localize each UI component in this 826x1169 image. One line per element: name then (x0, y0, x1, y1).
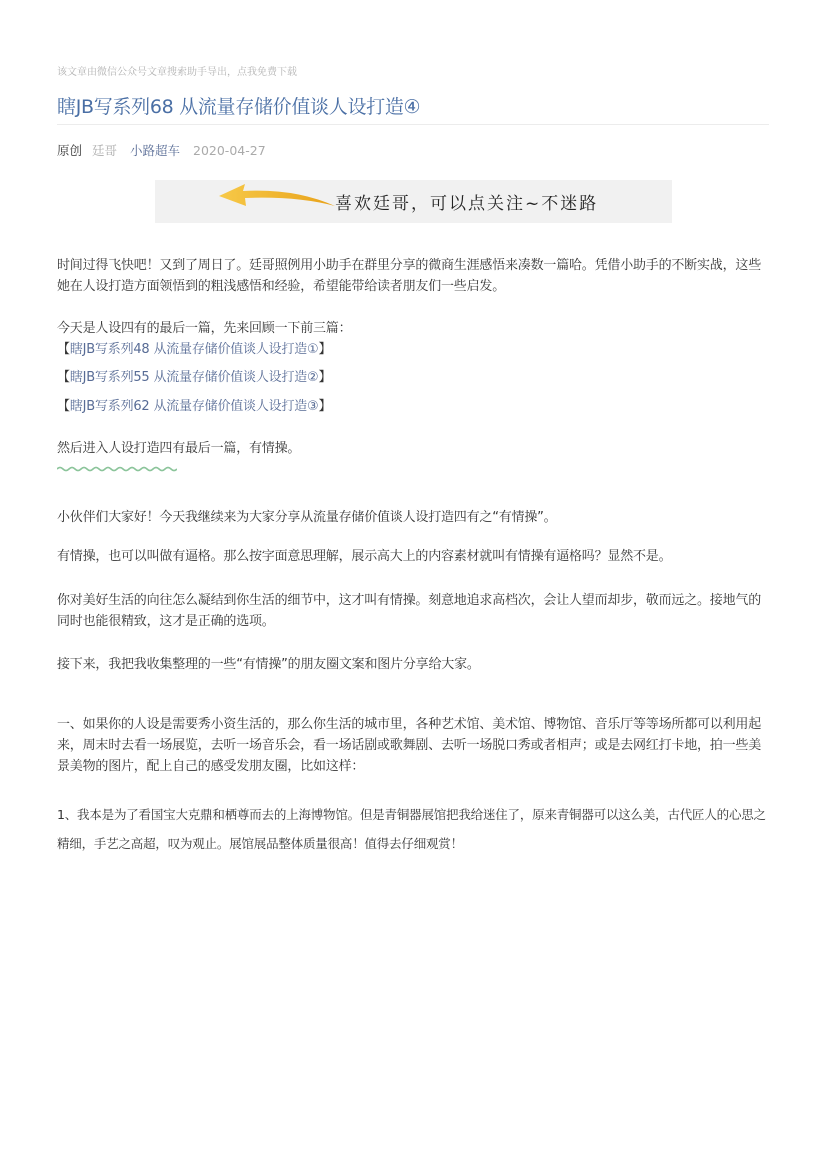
intro-paragraph: 时间过得飞快吧！又到了周日了。廷哥照例用小助手在群里分享的微商生涯感悟来凑数一篇哈。凭借小助手的不断实战，这些她在人设打造方面领悟到的粗浅感悟和经验，希望能带给读者朋友们一些启发。 (57, 258, 762, 294)
bracket-open: 【 (57, 399, 70, 414)
article-title: 瞎JB写系列68 从流量存储价值谈人设打造④ (57, 96, 421, 118)
paragraph-sharing: 接下来，我把我收集整理的一些“有情操”的朋友圈文案和图片分享给大家。 (57, 657, 480, 672)
paragraph-definition: 有情操，也可以叫做有逼格。那么按字面意思理解，展示高大上的内容素材就叫有情操有逼格吗？显然不是。 (57, 549, 672, 564)
link-text[interactable]: 瞎JB写系列55 从流量存储价值谈人设打造② (69, 370, 319, 385)
account-link[interactable]: 小路超车 (130, 143, 181, 158)
then-paragraph: 然后进入人设打造四有最后一篇，有情操。 (57, 441, 301, 456)
bracket-open: 【 (57, 342, 70, 357)
wavy-divider (57, 465, 177, 473)
banner-text: 喜欢廷哥，可以点关注~不迷路 (335, 194, 599, 214)
bracket-close: 】 (318, 399, 332, 414)
export-note[interactable]: 该文章由微信公众号文章搜索助手导出，点我免费下载 (57, 67, 297, 78)
original-tag: 原创 (57, 143, 83, 158)
paragraph-section-one: 一、如果你的人设是需要秀小资生活的，那么你生活的城市里，各种艺术馆、美术馆、博物馆、音乐厅等等场所都可以利用起来，周末时去看一场展览，去听一场音乐会，看一场话剧或歌舞剧、去听一场脱口秀或者相声；或是去网红打卡地，拍一些美景美物的图片，配上自己的感受发朋友圈，比如这样： (57, 717, 762, 774)
bracket-close: 】 (318, 342, 332, 357)
review-lead: 今天是人设四有的最后一篇，先来回顾一下前三篇： (57, 321, 352, 336)
publish-date: 2020-04-27 (193, 143, 266, 158)
paragraph-explanation: 你对美好生活的向往怎么凝结到你生活的细节中，这才叫有情操。刻意地追求高档次，会让人望而却步，敬而远之。接地气的同时也能很精致，这才是正确的选项。 (57, 593, 762, 629)
paragraph-example-one: 1、我本是为了看国宝大克鼎和栖尊而去的上海博物馆。但是青铜器展馆把我给迷住了，原来青铜器可以这么美，古代匠人的心思之精细，手艺之高超，叹为观止。展馆展品整体质量很高！值得去仔细观赏！ (57, 807, 766, 851)
arrow-icon (215, 180, 345, 223)
follow-banner (155, 180, 672, 223)
link-text[interactable]: 瞎JB写系列62 从流量存储价值谈人设打造③ (69, 399, 319, 414)
article-meta (57, 141, 266, 159)
title-divider (57, 124, 769, 125)
paragraph-greeting: 小伙伴们大家好！今天我继续来为大家分享从流量存储价值谈人设打造四有之“有情操”。 (57, 510, 557, 525)
series-link-62[interactable] (57, 396, 769, 417)
series-link-48[interactable] (57, 339, 769, 360)
series-link-55[interactable] (57, 367, 769, 388)
bracket-close: 】 (318, 370, 332, 385)
author-name: 廷哥 (92, 143, 118, 158)
bracket-open: 【 (57, 370, 70, 385)
link-text[interactable]: 瞎JB写系列48 从流量存储价值谈人设打造① (69, 342, 319, 357)
